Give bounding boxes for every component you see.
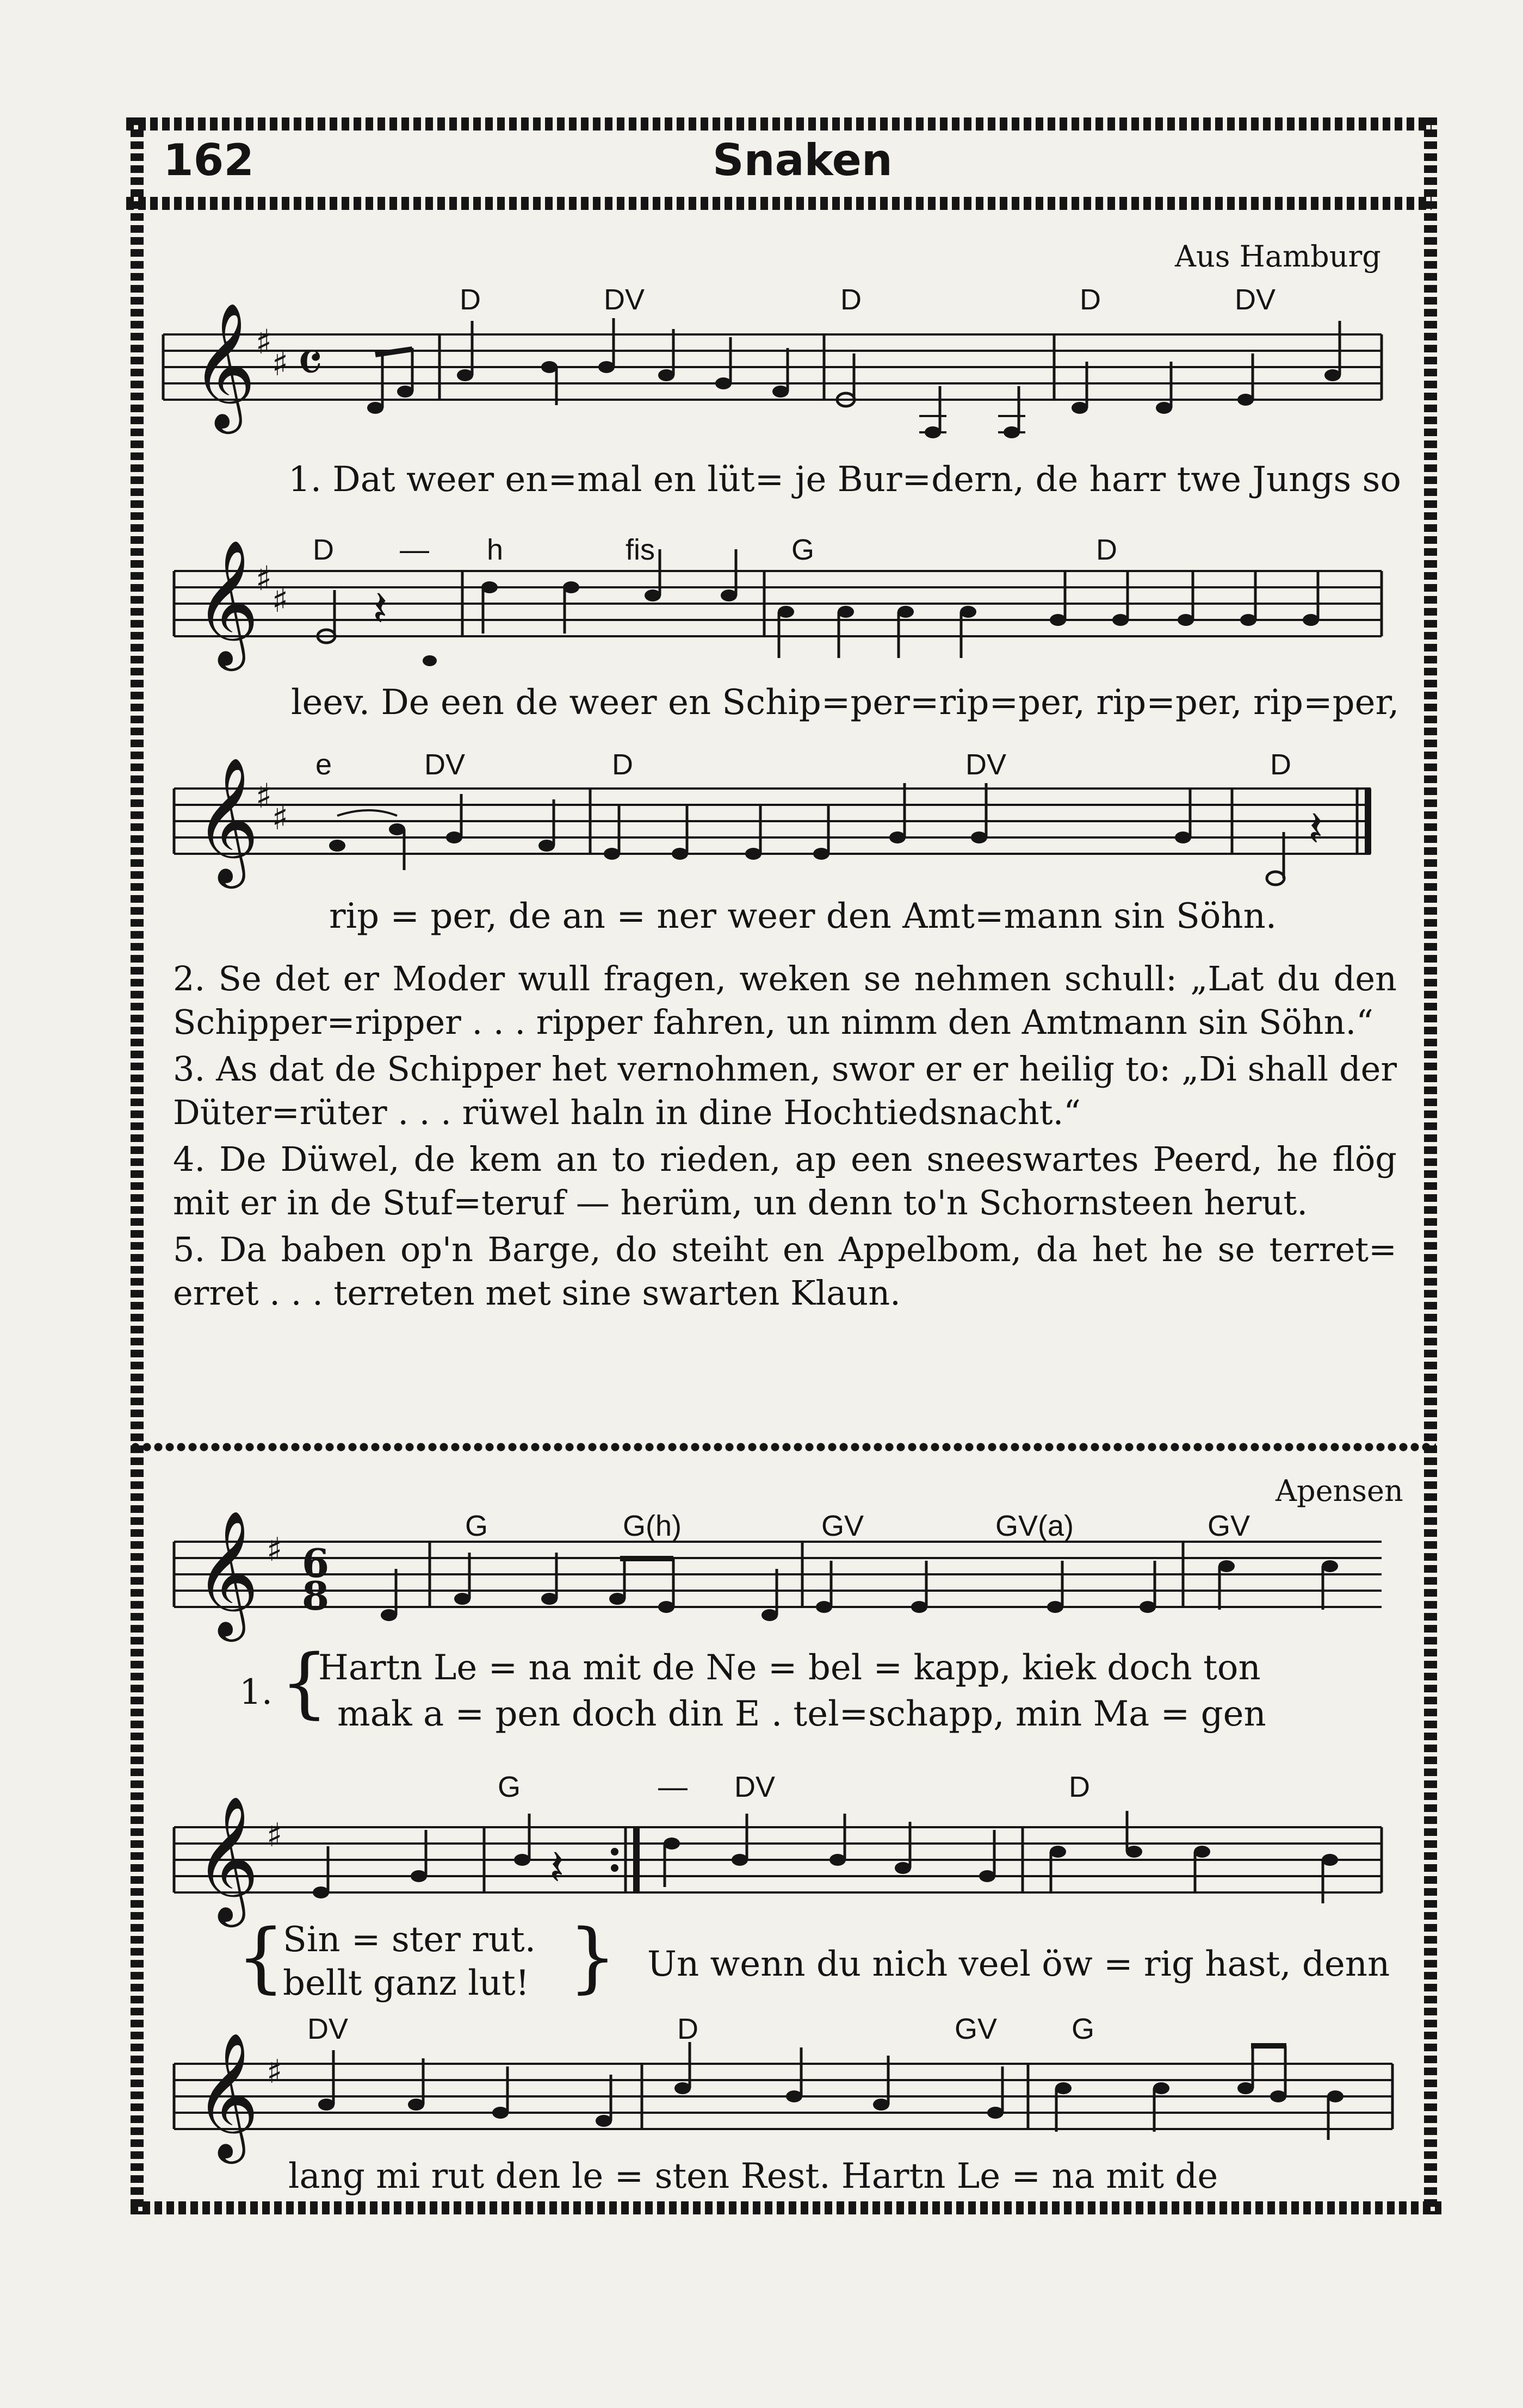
key-signature-sharp: ♯ bbox=[267, 2053, 283, 2091]
treble-clef-icon: 𝄞 bbox=[191, 302, 256, 429]
quarter-rest-icon: 𝄽 bbox=[373, 580, 388, 637]
quarter-rest-icon: 𝄽 bbox=[549, 1839, 565, 1896]
verse-5: 5. Da baben op'n Barge, do steiht en Appelbom, da het he se terret= erret . . . terreten met sine swarten Klaun. bbox=[173, 1230, 1397, 1313]
treble-clef-icon: 𝄞 bbox=[195, 1510, 259, 1636]
chord: D bbox=[460, 283, 481, 316]
chord: GV bbox=[955, 2013, 998, 2045]
key-signature-sharp: ♯ bbox=[267, 1816, 283, 1854]
chord: G bbox=[465, 1510, 488, 1542]
song1-lyrics-line1: 1. Dat weer en=mal en lüt= je Bur=dern, de harr twe Jungs so bbox=[288, 460, 1401, 500]
song2-lyrics-line2b: bellt ganz lut! bbox=[283, 1963, 530, 2003]
chord: h bbox=[487, 533, 504, 566]
chord: GV bbox=[1208, 1510, 1250, 1542]
key-signature-sharp: ♯ bbox=[267, 1531, 283, 1569]
chord: — bbox=[658, 1771, 688, 1803]
song2-source: Apensen bbox=[1276, 1474, 1403, 1508]
song1-lyrics-line3: rip = per, de an = ner weer den Amt=mann sin Söhn. bbox=[329, 896, 1277, 936]
svg-text:♯: ♯ bbox=[272, 580, 289, 620]
chord: G bbox=[498, 1771, 521, 1803]
note-stems bbox=[333, 2042, 1328, 2140]
time-signature-numerator: 6 bbox=[302, 1540, 330, 1586]
treble-clef-icon: 𝄞 bbox=[195, 539, 259, 666]
song2-lyrics-line2a: Sin = ster rut. bbox=[283, 1920, 536, 1960]
lyric-brace: { bbox=[280, 1639, 329, 1727]
staff-lines bbox=[163, 334, 1382, 400]
song2-lyrics-line1a: Hartn Le = na mit de Ne = bel = kapp, kiek doch ton bbox=[318, 1648, 1261, 1688]
chord: D bbox=[1080, 283, 1101, 316]
svg-text:♯: ♯ bbox=[256, 776, 273, 816]
chord: G bbox=[791, 533, 815, 566]
key-signature-sharps bbox=[256, 322, 288, 383]
quarter-rest-icon: 𝄽 bbox=[1308, 800, 1323, 858]
chord: DV bbox=[734, 1771, 776, 1803]
song1-lyrics-line2: leev. De een de weer en Schip=per=rip=per, rip=per, rip=per, bbox=[291, 682, 1400, 723]
note-heads bbox=[313, 1838, 1338, 1898]
note-heads bbox=[318, 581, 1319, 666]
treble-clef-icon: 𝄞 bbox=[195, 756, 259, 883]
page-title: Snaken bbox=[713, 135, 893, 185]
song1-verses bbox=[173, 957, 1397, 1318]
treble-clef-icon: 𝄞 bbox=[195, 2032, 259, 2158]
chord: G(h) bbox=[623, 1510, 682, 1542]
song2-lyrics-line1b: mak a = pen doch din E . tel=schapp, min Ma = gen bbox=[337, 1694, 1266, 1734]
lyric-brace: { bbox=[237, 1913, 286, 2002]
chord: fis bbox=[626, 533, 655, 566]
chord: DV bbox=[965, 748, 1007, 781]
chord: GV(a) bbox=[995, 1510, 1074, 1542]
chord: D bbox=[677, 2013, 698, 2045]
chord: GV bbox=[821, 1510, 864, 1542]
chord: — bbox=[400, 533, 429, 566]
verse-4: 4. De Düwel, de kem an to rieden, ap een sneeswartes Peerd, he flög mit er in de Stuf=teruf — herüm, un denn to'n Schornsteen herut. bbox=[173, 1139, 1397, 1222]
staff-lines bbox=[174, 1827, 1382, 1892]
staff-lines bbox=[174, 2064, 1392, 2129]
time-signature-denominator: 8 bbox=[302, 1573, 330, 1619]
key-signature-sharps bbox=[256, 776, 288, 837]
chord: D bbox=[840, 283, 862, 316]
song2-verse-number: 1. bbox=[239, 1672, 273, 1712]
chord: DV bbox=[424, 748, 466, 781]
verse-2: 2. Se det er Moder wull fragen, weken se nehmen schull: „Lat du den Schipper=ripper . . . ripper fahren, un nimm den Amtmann sin Söhn.“ bbox=[173, 959, 1397, 1042]
page-number: 162 bbox=[163, 135, 254, 185]
verse-3: 3. As dat de Schipper het vernohmen, swor er er heilig to: „Di shall der Düter=rüter . . . rüwel haln in dine Hochtiedsnacht.“ bbox=[173, 1049, 1397, 1132]
chord: D bbox=[1270, 748, 1291, 781]
chord: DV bbox=[307, 2013, 349, 2045]
chord: D bbox=[313, 533, 334, 566]
note-stems bbox=[337, 783, 1284, 878]
lyric-brace: } bbox=[568, 1913, 617, 2002]
common-time-icon: 𝄴 bbox=[296, 328, 324, 398]
song1-source: Aus Hamburg bbox=[1175, 239, 1381, 274]
note-heads bbox=[318, 2082, 1344, 2127]
svg-text:♯: ♯ bbox=[256, 322, 273, 362]
chord: e bbox=[315, 748, 332, 781]
svg-text:♯: ♯ bbox=[256, 558, 273, 598]
chord: DV bbox=[1235, 283, 1276, 316]
chord: D bbox=[1096, 533, 1117, 566]
song2-lyrics-line3: lang mi rut den le = sten Rest. Hartn Le = na mit de bbox=[288, 2156, 1218, 2196]
chord: D bbox=[1069, 1771, 1090, 1803]
chord: G bbox=[1072, 2013, 1095, 2045]
note-stems bbox=[328, 1811, 1323, 1903]
key-signature-sharps bbox=[256, 558, 288, 620]
treble-clef-icon: 𝄞 bbox=[195, 1795, 259, 1922]
chord: D bbox=[612, 748, 633, 781]
chord: DV bbox=[604, 283, 645, 316]
song2-lyrics-line2c: Un wenn du nich veel öw = rig hast, denn bbox=[647, 1944, 1390, 1984]
svg-text:♯: ♯ bbox=[272, 344, 289, 383]
svg-text:♯: ♯ bbox=[272, 798, 289, 837]
